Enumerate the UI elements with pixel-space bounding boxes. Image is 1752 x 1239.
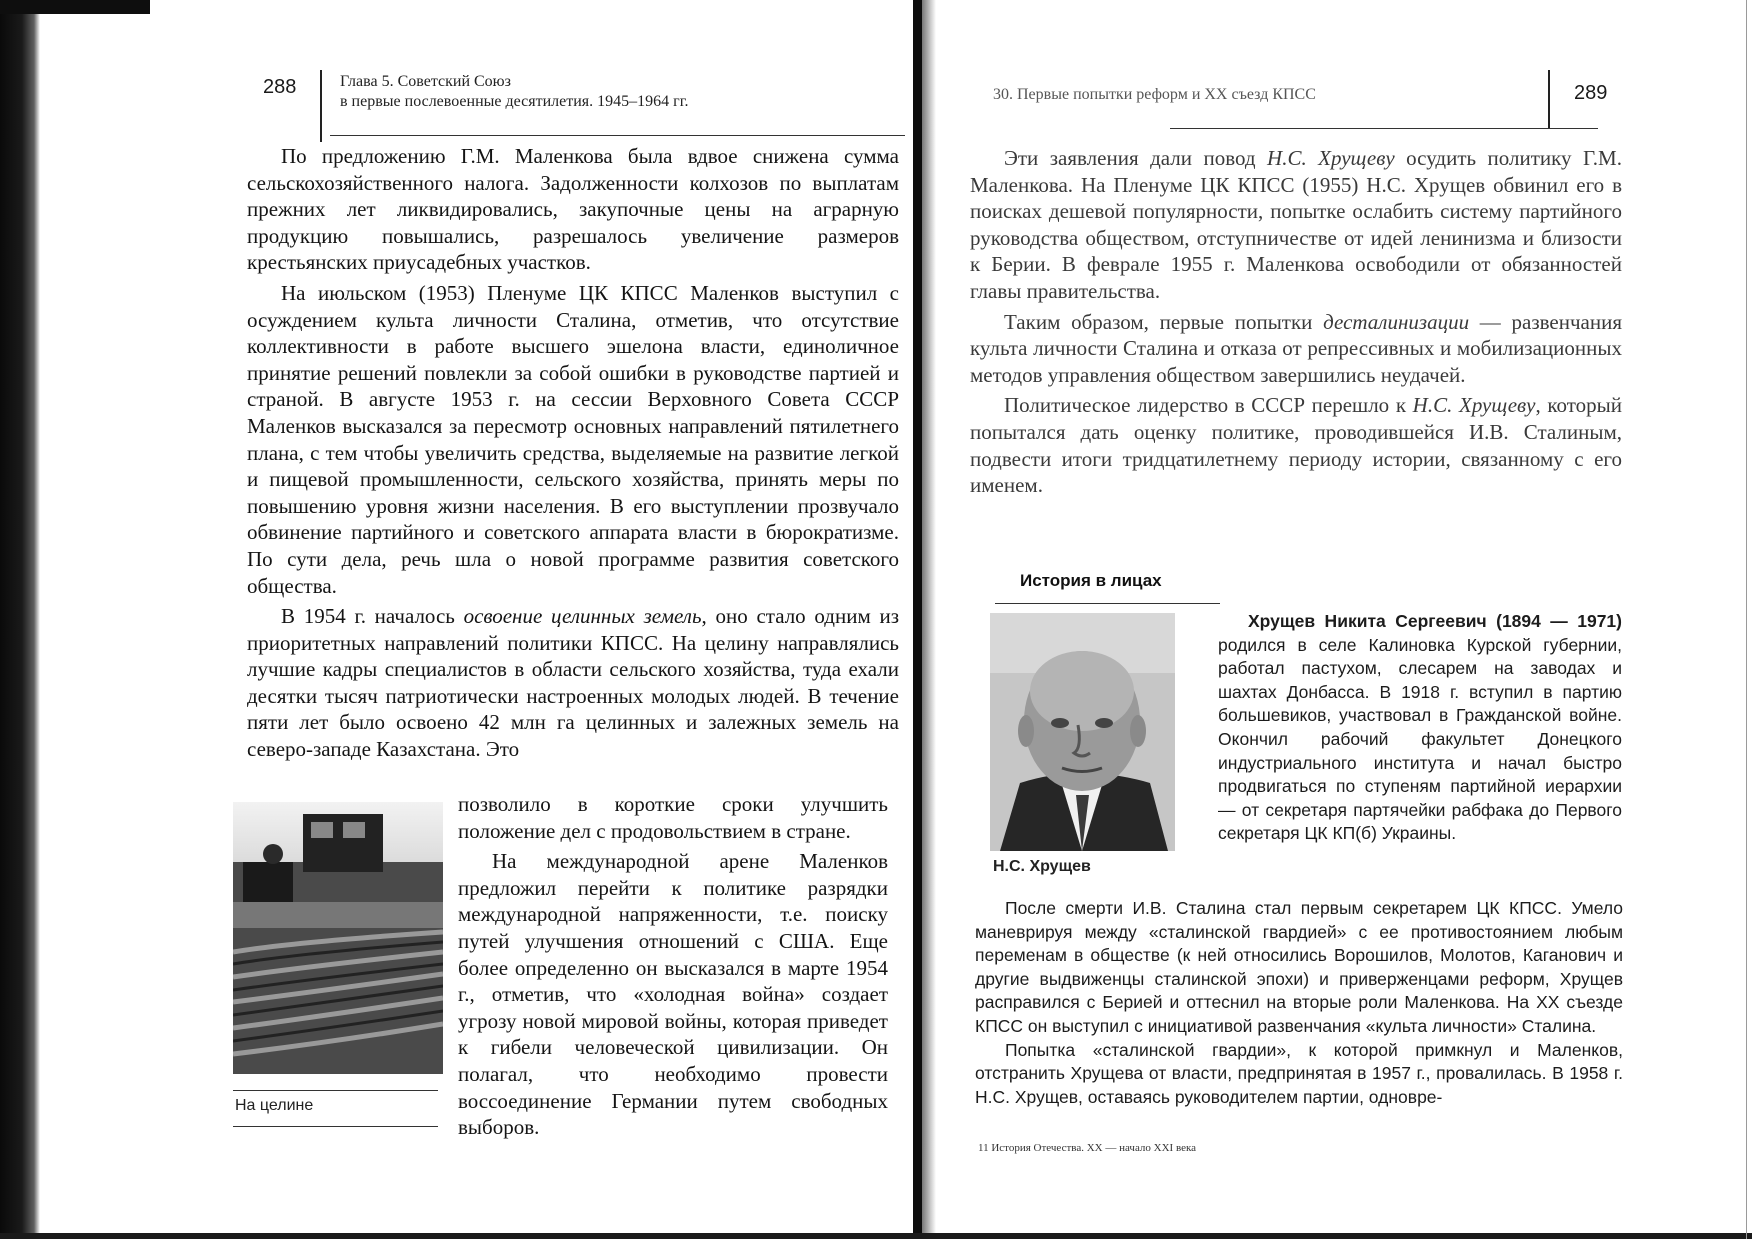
virgin-lands-photo-image (233, 802, 443, 1074)
left-paragraph-3: В 1954 г. началось освоение целинных земель, оно стало одним из приоритетных направлений политики КПСС. На целину направлялись лучшие кадры специалистов в области сельского хозяйства, туда ехали десятки тысяч патриотически настроенных молодых людей. В течение пяти лет было освоено 42 млн га целинных и залежных земель на северо-западе Казахстана. Это (247, 604, 900, 762)
virgin-lands-caption: На целине (235, 1097, 314, 1114)
left-paragraph-3-end: позволило в короткие сроки улучшить положение дел с продовольствием в стране. (458, 792, 888, 843)
khrushchev-portrait (990, 613, 1175, 851)
left-wrapped-text (458, 791, 888, 1145)
khrushchev-portrait-image (990, 613, 1175, 851)
book-gutter-shadow (922, 0, 936, 1239)
left-header-rule (330, 135, 905, 136)
page-footer: 11 История Отечества. XX — начало XXI века (978, 1142, 1197, 1154)
left-paragraph-3-tail-line (247, 735, 899, 791)
biography-paragraph-3: Попытка «сталинской гвардии», к которой примкнул и Маленков, отстранить Хрущева от власти, предпринятая в 1957 г., провалилась. В 1958 г. Н.С. Хрущев, оставаясь руководителем партии, одновре- (975, 1039, 1623, 1107)
chapter-title-line1: Глава 5. Советский Союз (340, 73, 511, 90)
right-paragraph-1: Эти заявления дали повод Н.С. Хрущеву осудить политику Г.М. Маленкова. На Пленуме ЦК КПСС (1955) Н.С. Хрущев обвинил его в поисках дешевой популярности, попытке ослабить систему партийного руководства обществом, отступничестве от идей ленинизма и близости к Берии. В феврале 1955 г. Маленкова освободили от обязанностей главы правительства. (970, 146, 1622, 303)
photo-caption-rule-top (233, 1090, 438, 1091)
left-paragraph-2: На июльском (1953) Пленуме ЦК КПСС Маленков выступил с осуждением культа личности Сталина, отметив, что отсутствие коллективности в работе высшего эшелона власти, единоличное принятие решений повлекли за собой ошибки в руководстве партией и страной. В августе 1953 г. на сессии Верховного Совета СССР Маленков высказался за пересмотр основных направлений пятилетнего плана, с тем чтобы увеличить средства, выделяемые на развитие легкой и пищевой промышленности, сельского хозяйства, принять меры по повышению уровня жизни населения. В его выступлении прозвучало обвинение партийного и советского аппарата власти в бюрократизме. По сути дела, речь шла о новой программе развития советского общества. (247, 280, 899, 598)
biography-paragraph-2: После смерти И.В. Сталина стал первым секретарем ЦК КПСС. Умело маневрируя между «сталинской гвардией» с ее противостоянием любым переменам в обществе (к ней относились Ворошилов, Молотов, Каганович и другие выдвиженцы сталинской эпохи) и приверженцами реформ, Хрущев расправился с Берией и оттеснил на вторые роли Маленкова. На XX съезде КПСС он выступил с инициативой развенчания «культа личности» Сталина. (975, 898, 1623, 1036)
virgin-lands-photo (233, 802, 443, 1074)
biography-continuation (975, 897, 1623, 1109)
history-in-faces-title: История в лицах (1020, 571, 1162, 590)
right-header-rule (1170, 128, 1598, 129)
left-paragraph-1: По предложению Г.М. Маленкова была вдвое снижена сумма сельскохозяйственного налога. Задолженности колхозов по выплатам прежних лет ликвидировались, закупочные цены на аграрную продукцию повышались, разрешалось увеличение размеров крестьянских приусадебных участков. (247, 144, 899, 275)
book-gutter (913, 0, 922, 1239)
destalinization-term: десталинизации (1323, 309, 1470, 334)
scan-right-edge (1746, 0, 1747, 1239)
right-paragraph-2: Таким образом, первые попытки десталинизации — развенчания культа личности Сталина и отказа от репрессивных и мобилизационных методов управления обществом завершились неудачей. (970, 309, 1622, 387)
virgin-lands-term: освоение целинных земель (463, 604, 702, 629)
right-paragraph-3: Политическое лидерство в СССР перешло к Н.С. Хрущеву, который попытался дать оценку политике, проводившейся И.В. Сталиным, подвести итоги тридцатилетнему периоду истории, связанному с его именем. (970, 393, 1622, 498)
portrait-caption: Н.С. Хрущев (993, 858, 1091, 875)
book-binding-top (0, 0, 150, 14)
biography-name: Хрущев Никита Сергеевич (1894 — 1971) (1248, 611, 1622, 631)
left-page-number: 288 (263, 76, 297, 98)
chapter-title-line2: в первые послевоенные десятилетия. 1945–1964 гг. (340, 93, 689, 110)
scan-bottom-edge (0, 1233, 1752, 1239)
section-rule-top (995, 603, 1220, 604)
right-page-number: 289 (1574, 82, 1608, 104)
left-paragraph-4: На международной арене Маленков предложил перейти к политике разрядки международной напряженности, т.е. поиску путей улучшения отношений с США. Еще более определенно он высказался в марте 1954 г., отметив, что «холодная война» создает угрозу новой мировой войны, которая приведет к гибели человеческой цивилизации. Он полагал, что необходимо провести воссоединение Германии путем свободных выборов. (458, 849, 888, 1140)
left-header-divider (320, 70, 322, 142)
left-running-head (340, 72, 688, 112)
biography-paragraph-1: Хрущев Никита Сергеевич (1894 — 1971) родился в селе Калиновка Курской губернии, работал пастухом, слесарем на заводах и шахтах Донбасса. В 1918 г. вступил в партию большевиков, участвовал в Гражданской войне. Окончил рабочий факультет Донецкого индустриального института и начал быстро продвигаться по ступеням партийной иерархии — от секретаря партячейки рабфака до Первого секретаря ЦК КП(б) Украины. (1218, 611, 1622, 844)
photo-caption-rule-bottom (233, 1126, 438, 1127)
right-main-text (970, 145, 1622, 503)
left-main-text (247, 143, 899, 767)
right-header-divider (1548, 70, 1550, 128)
biography-block (1218, 610, 1622, 846)
book-binding-shadow (0, 0, 40, 1239)
right-running-head: 30. Первые попытки реформ и XX съезд КПСС (993, 86, 1316, 103)
